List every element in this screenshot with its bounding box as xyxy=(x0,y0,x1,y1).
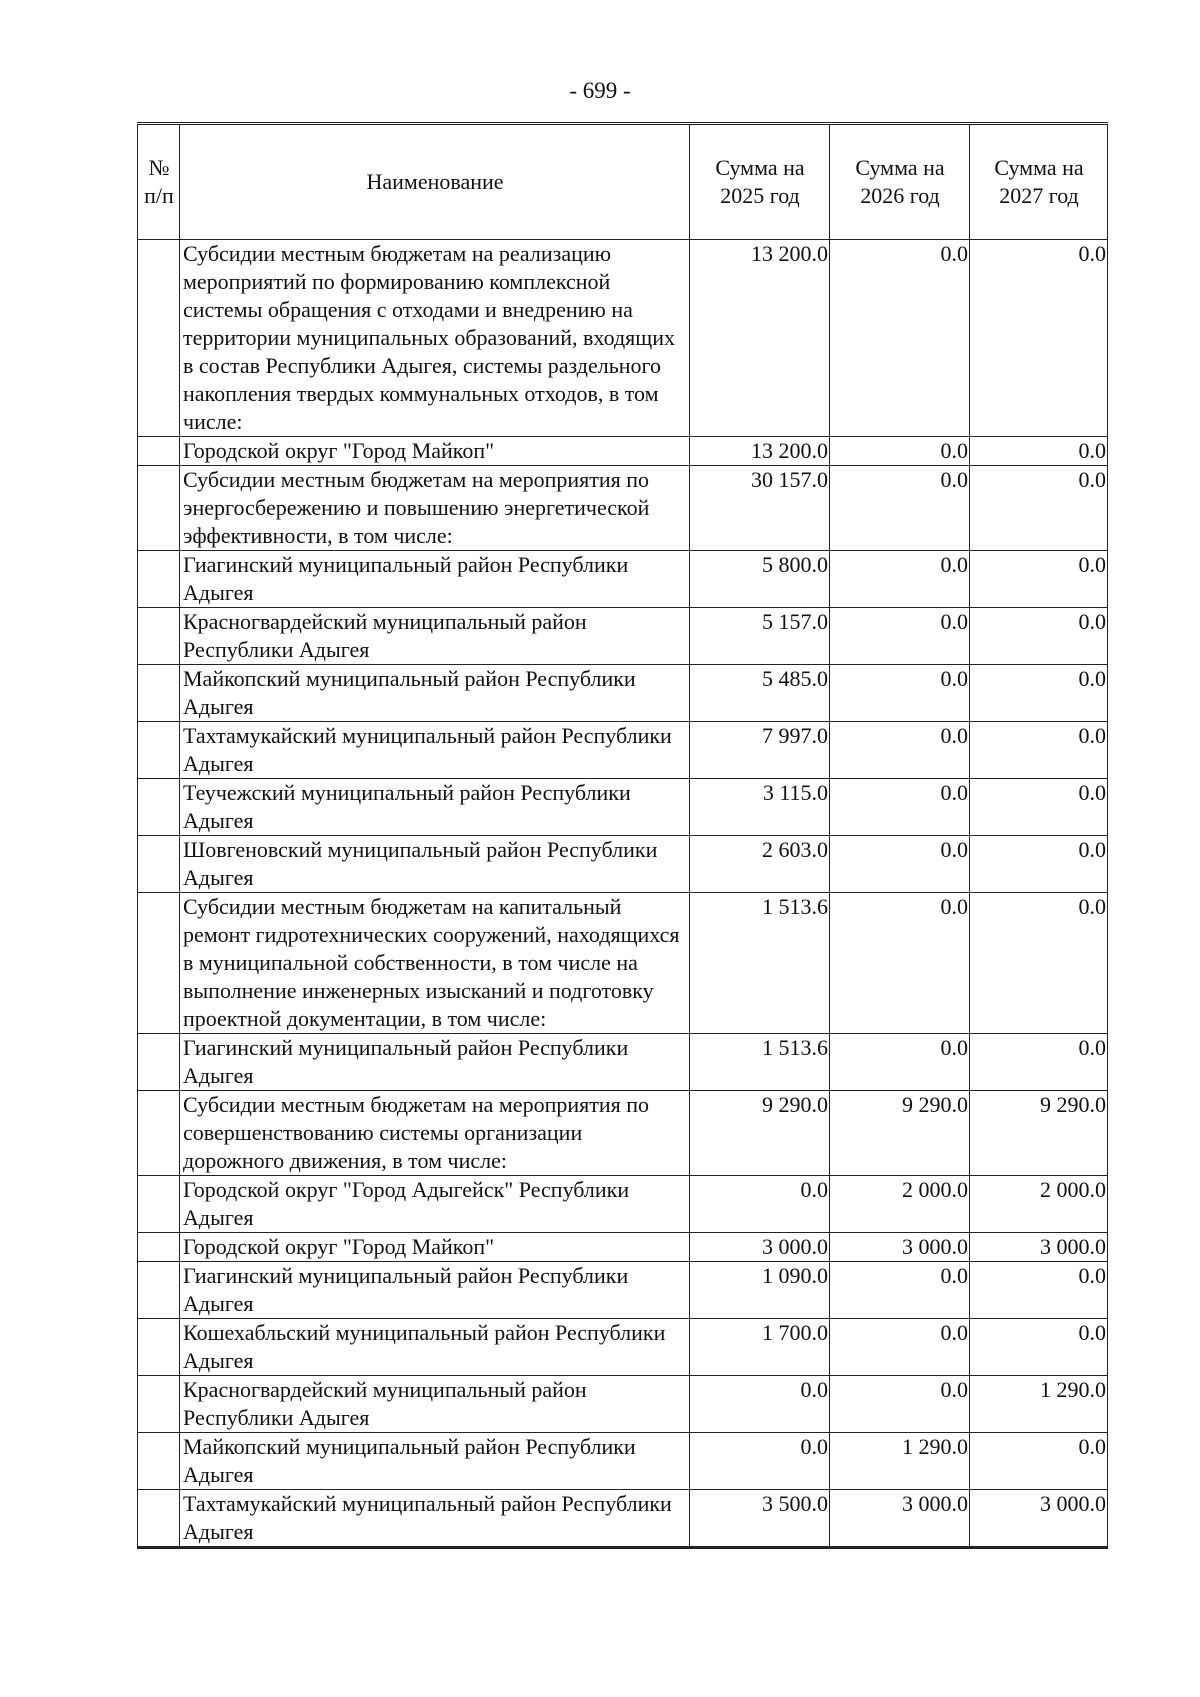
row-name: Гиагинский муниципальный район Республики Адыгея xyxy=(180,1262,690,1319)
row-sum-2025: 13 200.0 xyxy=(690,437,830,466)
row-name: Майкопский муниципальный район Республики Адыгея xyxy=(180,1433,690,1490)
row-no xyxy=(138,1176,180,1233)
row-sum-2025: 3 500.0 xyxy=(690,1490,830,1548)
row-sum-2025: 1 513.6 xyxy=(690,893,830,1034)
row-sum-2027: 0.0 xyxy=(970,1319,1108,1376)
row-sum-2026: 9 290.0 xyxy=(830,1091,970,1176)
row-name: Майкопский муниципальный район Республики Адыгея xyxy=(180,665,690,722)
row-name: Городской округ "Город Адыгейск" Республики Адыгея xyxy=(180,1176,690,1233)
row-sum-2025: 1 090.0 xyxy=(690,1262,830,1319)
row-no xyxy=(138,1091,180,1176)
row-sum-2027: 9 290.0 xyxy=(970,1091,1108,1176)
row-no xyxy=(138,1490,180,1548)
row-sum-2026: 0.0 xyxy=(830,437,970,466)
row-sum-2027: 0.0 xyxy=(970,240,1108,437)
row-no xyxy=(138,551,180,608)
row-sum-2025: 13 200.0 xyxy=(690,240,830,437)
row-name: Шовгеновский муниципальный район Республики Адыгея xyxy=(180,836,690,893)
row-no xyxy=(138,836,180,893)
row-no xyxy=(138,665,180,722)
row-sum-2026: 0.0 xyxy=(830,722,970,779)
row-name: Гиагинский муниципальный район Республики Адыгея xyxy=(180,551,690,608)
row-sum-2025: 5 800.0 xyxy=(690,551,830,608)
row-name: Красногвардейский муниципальный район Республики Адыгея xyxy=(180,1376,690,1433)
header-2026: Сумма на 2026 год xyxy=(830,124,970,240)
row-sum-2027: 0.0 xyxy=(970,836,1108,893)
row-sum-2027: 0.0 xyxy=(970,608,1108,665)
row-no xyxy=(138,1319,180,1376)
row-no xyxy=(138,1034,180,1091)
table-header-row xyxy=(138,124,1108,240)
row-no xyxy=(138,437,180,466)
table-row xyxy=(138,1233,1108,1262)
table-row xyxy=(138,240,1108,437)
row-no xyxy=(138,1262,180,1319)
row-sum-2025: 9 290.0 xyxy=(690,1091,830,1176)
table-row xyxy=(138,722,1108,779)
row-name: Тахтамукайский муниципальный район Республики Адыгея xyxy=(180,1490,690,1548)
row-sum-2025: 0.0 xyxy=(690,1433,830,1490)
table-row xyxy=(138,437,1108,466)
row-no xyxy=(138,240,180,437)
table-body xyxy=(138,240,1108,1548)
row-sum-2026: 0.0 xyxy=(830,608,970,665)
row-sum-2027: 2 000.0 xyxy=(970,1176,1108,1233)
table-row xyxy=(138,1433,1108,1490)
row-sum-2027: 0.0 xyxy=(970,551,1108,608)
table-row xyxy=(138,665,1108,722)
row-sum-2025: 3 000.0 xyxy=(690,1233,830,1262)
table-row xyxy=(138,551,1108,608)
row-no xyxy=(138,893,180,1034)
table-row xyxy=(138,466,1108,551)
table-row xyxy=(138,1262,1108,1319)
row-sum-2027: 0.0 xyxy=(970,722,1108,779)
table-row xyxy=(138,1376,1108,1433)
row-sum-2026: 0.0 xyxy=(830,1319,970,1376)
row-sum-2026: 0.0 xyxy=(830,893,970,1034)
row-sum-2026: 0.0 xyxy=(830,240,970,437)
row-sum-2027: 1 290.0 xyxy=(970,1376,1108,1433)
row-no xyxy=(138,608,180,665)
row-name: Субсидии местным бюджетам на капитальный ремонт гидротехнических сооружений, находящихся в муниципальной собственности, в том числе на выполнение инженерных изысканий и подготовку проектной документации, в том числе: xyxy=(180,893,690,1034)
row-sum-2025: 5 157.0 xyxy=(690,608,830,665)
row-no xyxy=(138,1233,180,1262)
header-no: № п/п xyxy=(138,124,180,240)
table-row xyxy=(138,1490,1108,1548)
row-sum-2026: 0.0 xyxy=(830,1034,970,1091)
row-no xyxy=(138,466,180,551)
header-2025: Сумма на 2025 год xyxy=(690,124,830,240)
row-sum-2027: 0.0 xyxy=(970,893,1108,1034)
row-sum-2027: 0.0 xyxy=(970,437,1108,466)
row-sum-2026: 0.0 xyxy=(830,665,970,722)
row-sum-2027: 0.0 xyxy=(970,1262,1108,1319)
row-sum-2026: 3 000.0 xyxy=(830,1233,970,1262)
page-number: - 699 - xyxy=(569,78,631,103)
row-sum-2026: 2 000.0 xyxy=(830,1176,970,1233)
row-sum-2025: 5 485.0 xyxy=(690,665,830,722)
row-sum-2026: 0.0 xyxy=(830,836,970,893)
table-row xyxy=(138,1034,1108,1091)
row-name: Городской округ "Город Майкоп" xyxy=(180,1233,690,1262)
row-sum-2027: 3 000.0 xyxy=(970,1233,1108,1262)
row-sum-2025: 2 603.0 xyxy=(690,836,830,893)
table-row xyxy=(138,893,1108,1034)
row-sum-2027: 0.0 xyxy=(970,665,1108,722)
table-row xyxy=(138,1176,1108,1233)
row-sum-2026: 0.0 xyxy=(830,779,970,836)
row-no xyxy=(138,779,180,836)
row-name: Субсидии местным бюджетам на мероприятия по совершенствованию системы организации дорожного движения, в том числе: xyxy=(180,1091,690,1176)
row-sum-2025: 0.0 xyxy=(690,1176,830,1233)
row-sum-2026: 3 000.0 xyxy=(830,1490,970,1548)
row-name: Теучежский муниципальный район Республики Адыгея xyxy=(180,779,690,836)
row-name: Красногвардейский муниципальный район Республики Адыгея xyxy=(180,608,690,665)
row-sum-2026: 0.0 xyxy=(830,551,970,608)
table-row xyxy=(138,608,1108,665)
row-sum-2025: 1 700.0 xyxy=(690,1319,830,1376)
row-name: Субсидии местным бюджетам на реализацию мероприятий по формированию комплексной системы обращения с отходами и внедрению на территории муниципальных образований, входящих в состав Республики Адыгея, системы раздельного накопления твердых коммунальных отходов, в том числе: xyxy=(180,240,690,437)
budget-table xyxy=(137,122,1108,1549)
row-name: Гиагинский муниципальный район Республики Адыгея xyxy=(180,1034,690,1091)
row-sum-2027: 0.0 xyxy=(970,1034,1108,1091)
row-no xyxy=(138,1433,180,1490)
row-name: Тахтамукайский муниципальный район Республики Адыгея xyxy=(180,722,690,779)
row-sum-2025: 3 115.0 xyxy=(690,779,830,836)
row-sum-2025: 0.0 xyxy=(690,1376,830,1433)
row-name: Кошехабльский муниципальный район Республики Адыгея xyxy=(180,1319,690,1376)
row-sum-2026: 0.0 xyxy=(830,466,970,551)
header-2027: Сумма на 2027 год xyxy=(970,124,1108,240)
row-sum-2026: 0.0 xyxy=(830,1262,970,1319)
table-row xyxy=(138,779,1108,836)
row-sum-2027: 3 000.0 xyxy=(970,1490,1108,1548)
row-sum-2025: 30 157.0 xyxy=(690,466,830,551)
row-sum-2025: 1 513.6 xyxy=(690,1034,830,1091)
row-sum-2027: 0.0 xyxy=(970,1433,1108,1490)
row-sum-2027: 0.0 xyxy=(970,779,1108,836)
row-sum-2026: 1 290.0 xyxy=(830,1433,970,1490)
row-name: Городской округ "Город Майкоп" xyxy=(180,437,690,466)
row-sum-2027: 0.0 xyxy=(970,466,1108,551)
row-sum-2025: 7 997.0 xyxy=(690,722,830,779)
row-sum-2026: 0.0 xyxy=(830,1376,970,1433)
table-row xyxy=(138,1091,1108,1176)
row-no xyxy=(138,722,180,779)
row-no xyxy=(138,1376,180,1433)
table-row xyxy=(138,836,1108,893)
row-name: Субсидии местным бюджетам на мероприятия по энергосбережению и повышению энергетической эффективности, в том числе: xyxy=(180,466,690,551)
header-name: Наименование xyxy=(180,124,690,240)
table-row xyxy=(138,1319,1108,1376)
